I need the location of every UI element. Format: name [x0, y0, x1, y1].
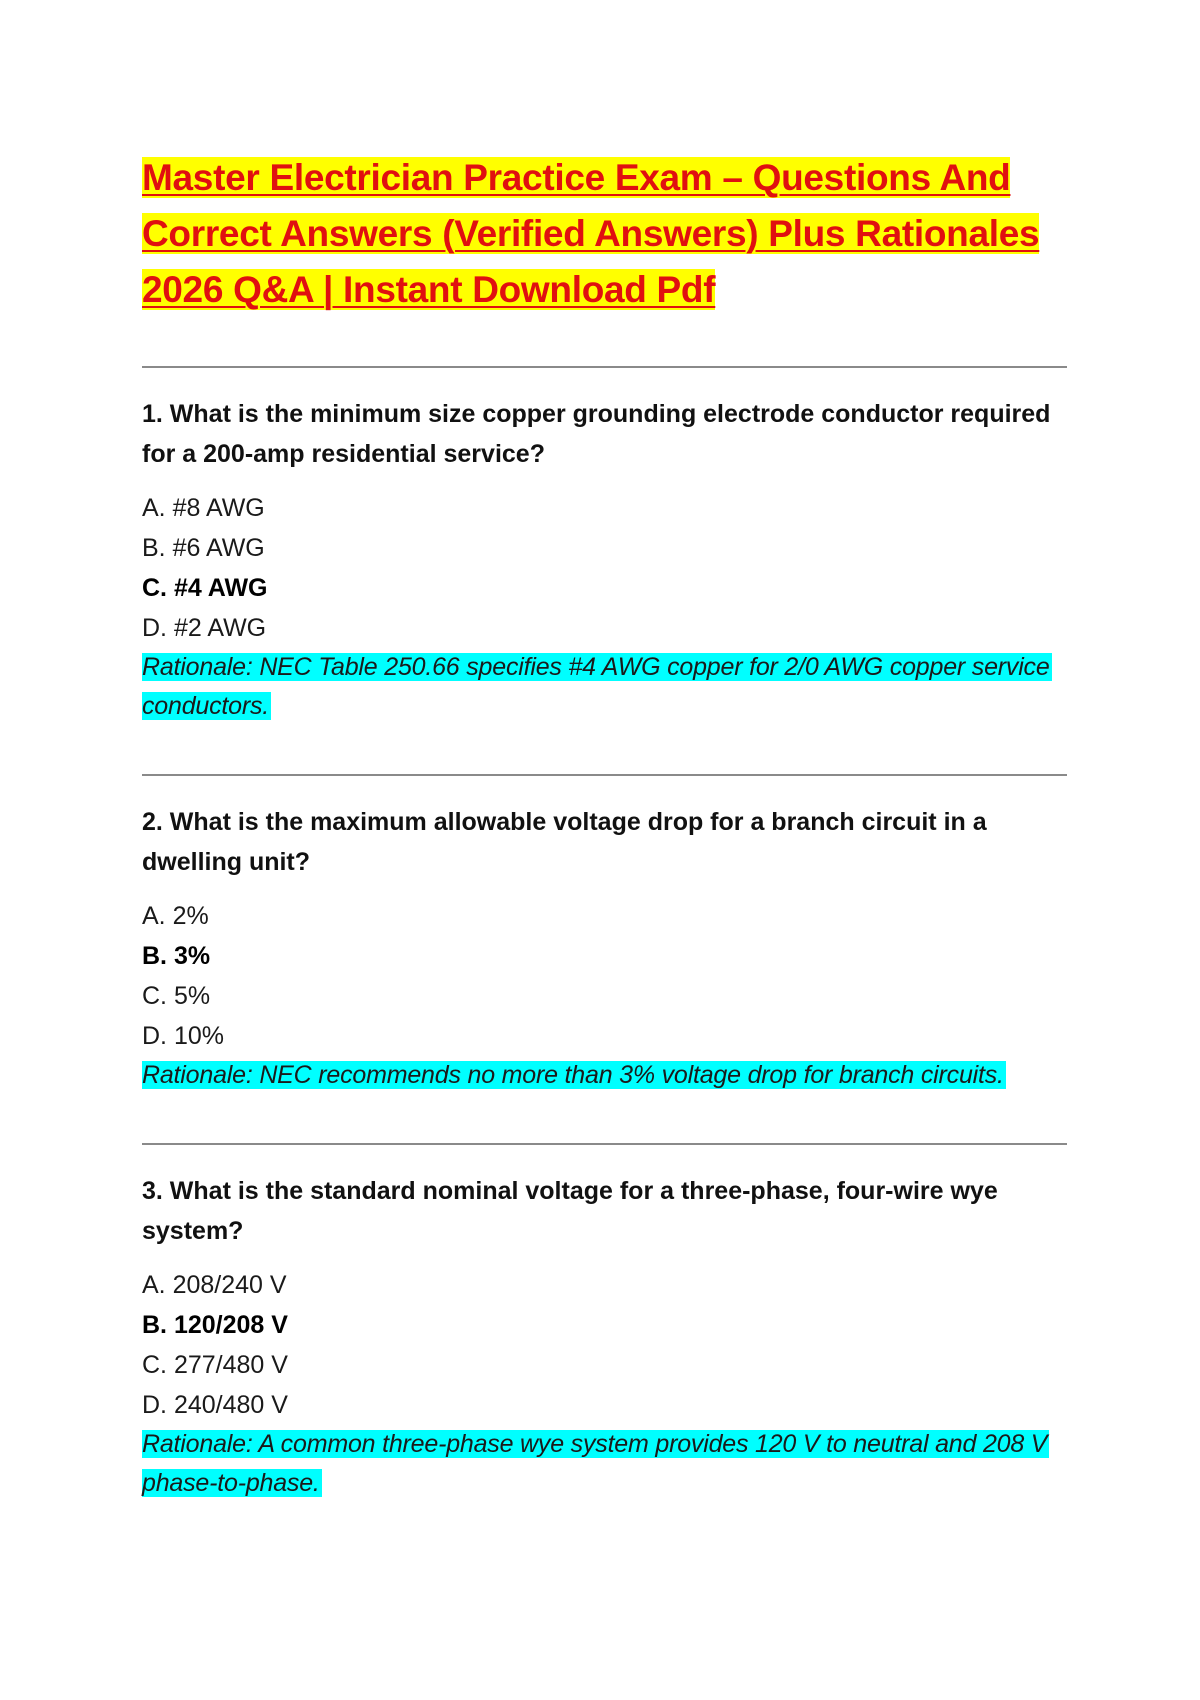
answer-options	[142, 488, 1067, 648]
answer-option-a: A. 2%	[142, 902, 209, 930]
document-title	[142, 150, 1067, 318]
title-line: 2026 Q&A | Instant Download Pdf	[142, 269, 716, 310]
answer-option-c-correct: C. #4 AWG	[142, 574, 268, 602]
rationale: Rationale: NEC Table 250.66 specifies #4 AWG copper for 2/0 AWG copper service conductors.	[142, 653, 1050, 720]
answer-option-b: B. #6 AWG	[142, 534, 265, 562]
document-page	[142, 150, 1067, 1503]
answer-option-d: D. 10%	[142, 1022, 224, 1050]
answer-option-d: D. #2 AWG	[142, 614, 267, 642]
title-line: Correct Answers (Verified Answers) Plus Rationales	[142, 213, 1040, 254]
answer-option-d: D. 240/480 V	[142, 1391, 288, 1419]
answer-option-a: A. #8 AWG	[142, 494, 265, 522]
question-1	[142, 368, 1067, 726]
answer-option-c: C. 277/480 V	[142, 1351, 288, 1379]
answer-option-b-correct: B. 3%	[142, 942, 211, 970]
question-2	[142, 776, 1067, 1095]
answer-options	[142, 896, 1067, 1056]
answer-option-b-correct: B. 120/208 V	[142, 1311, 288, 1339]
answer-options	[142, 1265, 1067, 1425]
rationale: Rationale: NEC recommends no more than 3% voltage drop for branch circuits.	[142, 1061, 1004, 1089]
question-3	[142, 1145, 1067, 1503]
question-text: 2. What is the maximum allowable voltage drop for a branch circuit in a dwelling unit?	[142, 808, 987, 876]
answer-option-a: A. 208/240 V	[142, 1271, 287, 1299]
question-text: 3. What is the standard nominal voltage for a three-phase, four-wire wye system?	[142, 1177, 998, 1245]
title-line: Master Electrician Practice Exam – Questions And	[142, 157, 1011, 198]
rationale: Rationale: A common three-phase wye system provides 120 V to neutral and 208 V phase-to-phase.	[142, 1430, 1048, 1497]
answer-option-c: C. 5%	[142, 982, 211, 1010]
question-text: 1. What is the minimum size copper grounding electrode conductor required for a 200-amp residential service?	[142, 400, 1051, 468]
